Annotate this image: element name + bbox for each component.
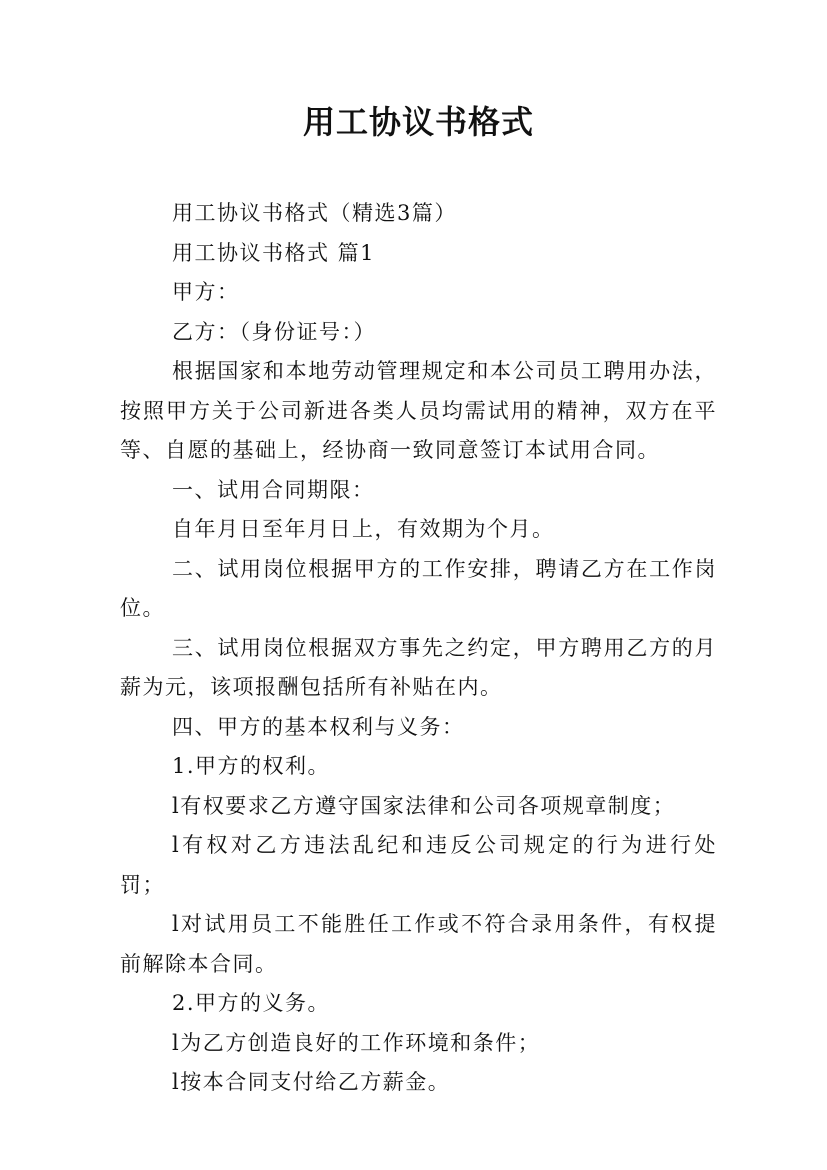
- paragraph: 根据国家和本地劳动管理规定和本公司员工聘用办法，按照甲方关于公司新进各类人员均需试用的精神，双方在平等、自愿的基础上，经协商一致同意签订本试用合同。: [120, 359, 717, 462]
- paragraph: 用工协议书格式（精选3篇）: [172, 201, 457, 225]
- paragraph: l对试用员工不能胜任工作或不符合录用条件，有权提前解除本合同。: [120, 912, 717, 976]
- paragraph: 四、甲方的基本权利与义务：: [172, 714, 465, 739]
- paragraph: 2.甲方的义务。: [172, 991, 331, 1015]
- paragraph: 乙方：（身份证号：）: [172, 319, 376, 344]
- paragraph: l有权要求乙方遵守国家法律和公司各项规章制度；: [172, 793, 676, 818]
- paragraph: 自年月日至年月日上，有效期为个月。: [172, 517, 555, 541]
- document-body: [120, 194, 717, 1103]
- document-title: 用工协议书格式: [302, 103, 534, 141]
- paragraph: 1.甲方的权利。: [172, 754, 331, 778]
- paragraph: 一、试用合同期限：: [172, 477, 375, 502]
- paragraph: 用工协议书格式 篇1: [172, 240, 376, 265]
- paragraph: l有权对乙方违法乱纪和违反公司规定的行为进行处罚；: [120, 833, 717, 897]
- paragraph: 三、试用岗位根据双方事先之约定，甲方聘用乙方的月薪为元，该项报酬包括所有补贴在内。: [120, 635, 717, 699]
- paragraph: 二、试用岗位根据甲方的工作安排，聘请乙方在工作岗位。: [120, 556, 717, 620]
- paragraph: l按本合同支付给乙方薪金。: [172, 1070, 451, 1094]
- paragraph: 甲方：: [172, 280, 240, 304]
- paragraph: l为乙方创造良好的工作环境和条件；: [172, 1030, 541, 1055]
